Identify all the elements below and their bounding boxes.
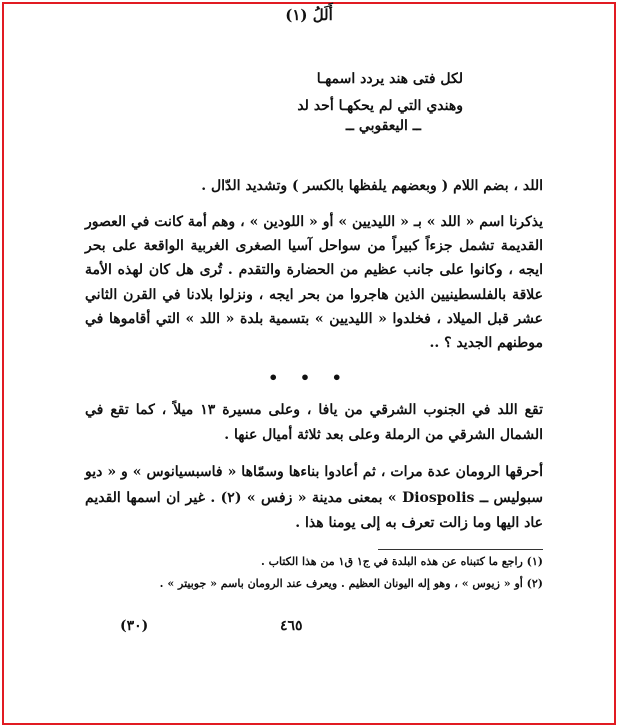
footnote-divider [378, 549, 543, 550]
page-title: أَلَلُ (١) [285, 6, 333, 24]
poem-verse [297, 66, 463, 120]
paragraph-roman-era: أحرقها الرومان عدة مرات ، ثم أعادوا بناءها وسمّاها « فاسبسيانوس » و « ديو سبوليس ــ Diospolis » بمعنى مدينة « زفس » (٢) . غير ان اسمها القديم عاد اليها وما زالت تعرف به إلى يومنا هذا . [85, 464, 543, 531]
page-number: ٤٦٥ [280, 618, 303, 634]
poet-attribution: ــ اليعقوبي ــ [345, 118, 421, 134]
footnote-1: (١) راجع ما كتبناه عن هذه البلدة في ج١ ق١ من هذا الكتاب . [260, 555, 543, 568]
paragraph-location: تقع اللد في الجنوب الشرقي من يافا ، وعلى مسيرة ١٣ ميلاً ، كما تقع في الشمال الشرقي من الرملة وعلى بعد ثلاثة أميال عنها . [85, 402, 544, 443]
footnote-2: (٢) أو « زيوس » ، وهو إله اليونان العظيم . ويعرف عند الرومان باسم « جوبيتر » . [159, 577, 543, 590]
signature-mark: (٣٠) [120, 618, 149, 634]
poem-line-2: وهندي التي لم يحكهـا أحد لد [297, 98, 463, 114]
section-separator: • • • [268, 368, 350, 387]
poem-line-1: لكل فتى هند يردد اسمهـا [316, 71, 463, 87]
paragraph-pronunciation: اللد ، بضم اللام ( وبعضهم يلفظها بالكسر ) وتشديد الدّال . [201, 178, 543, 194]
paragraph-history: يذكرنا اسم « اللد » بـ « الليديين » أو « اللودين » ، وهم أمة كانت في العصور القديمة تشمل جزءاً كبيراً من سواحل آسيا الصغرى الغربية الواقعة على بحر ايجه ، وكانوا على جانب عظيم من الحضارة والتقدم . تُرى هل كان لهذه الأمة علاقة بالفلسطينيين الذين هاجروا من بحر ايجه ، ونزلوا بلادنا في القرن الثاني عشر قبل الميلاد ، فخلدوا « الليديين » بتسمية بلدة « اللد » التي أقاموها في موطنهم الجديد ؟ .. [85, 214, 543, 352]
